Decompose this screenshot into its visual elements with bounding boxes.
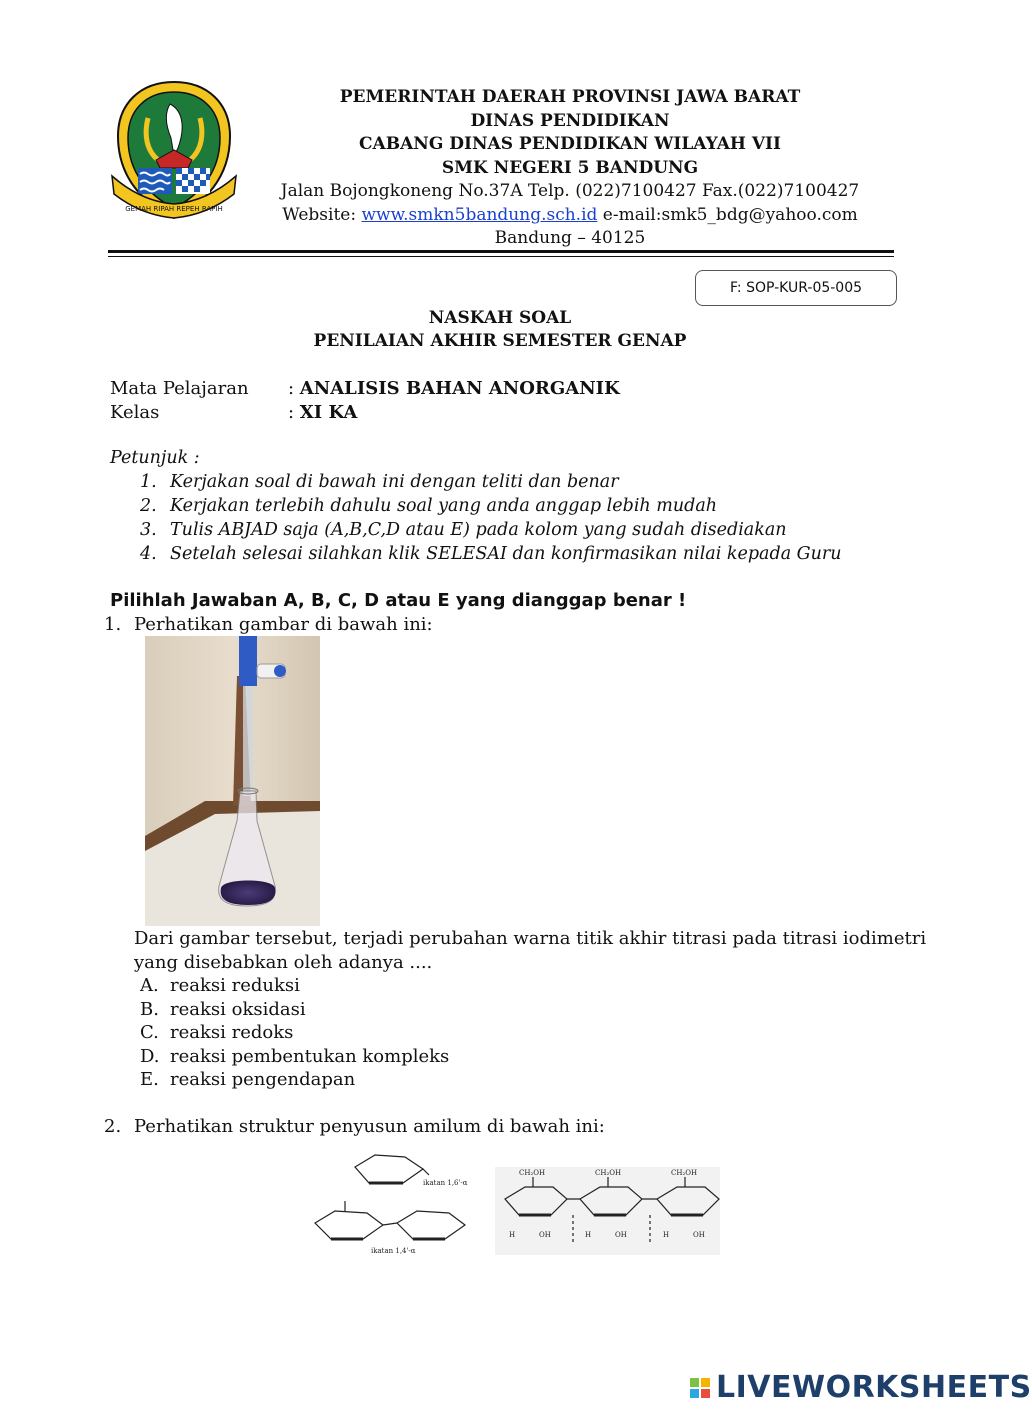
option-letter: E. bbox=[140, 1069, 159, 1090]
class-row bbox=[288, 402, 357, 423]
instruction-number: 1. bbox=[140, 472, 157, 492]
header-school: SMK NEGERI 5 BANDUNG bbox=[441, 157, 699, 178]
logo-motto: GEMAH RIPAH REPEH RAPIH bbox=[125, 205, 223, 213]
header-gov: PEMERINTAH DAERAH PROVINSI JAWA BARAT bbox=[339, 87, 801, 107]
header-dept: DINAS PENDIDIKAN bbox=[470, 110, 670, 131]
header-contact bbox=[270, 204, 870, 228]
question-1-number: 1. bbox=[104, 614, 122, 635]
option-letter: D. bbox=[140, 1046, 160, 1067]
bond-label-16: ikatan 1,6'-α bbox=[423, 1179, 468, 1187]
instruction-item bbox=[140, 520, 787, 540]
option-text: reaksi pembentukan kompleks bbox=[170, 1046, 450, 1067]
option-c[interactable] bbox=[140, 1022, 293, 1043]
header-divider-thick bbox=[108, 250, 894, 253]
website-label: Website: bbox=[282, 204, 362, 225]
instruction-item bbox=[140, 472, 619, 492]
header-address: Jalan Bojongkoneng No.37A Telp. (022)7100427 Fax.(022)7100427 bbox=[280, 181, 860, 201]
svg-text:CH₂OH: CH₂OH bbox=[595, 1169, 622, 1177]
option-d[interactable] bbox=[140, 1046, 449, 1067]
header-branch: CABANG DINAS PENDIDIKAN WILAYAH VII bbox=[359, 134, 781, 154]
question-2-intro-row bbox=[104, 1116, 605, 1137]
class-label: Kelas bbox=[110, 402, 160, 423]
question-2-intro: Perhatikan struktur penyusun amilum di bawah ini: bbox=[134, 1116, 605, 1137]
class-separator: : bbox=[288, 402, 300, 423]
liveworksheets-icon bbox=[690, 1378, 710, 1398]
doc-title: NASKAH SOAL bbox=[428, 308, 572, 328]
svg-text:H: H bbox=[509, 1231, 516, 1239]
form-code-box: F: SOP-KUR-05-005 bbox=[695, 270, 897, 306]
school-logo bbox=[108, 78, 240, 226]
instruction-text: Kerjakan terlebih dahulu soal yang anda anggap lebih mudah bbox=[170, 496, 718, 516]
option-b[interactable] bbox=[140, 999, 306, 1020]
doc-subtitle: PENILAIAN AKHIR SEMESTER GENAP bbox=[313, 331, 687, 351]
subject-row bbox=[288, 378, 620, 399]
instruction-item bbox=[140, 544, 842, 564]
liveworksheets-text: LIVEWORKSHEETS bbox=[716, 1370, 1032, 1405]
instruction-item bbox=[140, 496, 717, 516]
instruction-number: 2. bbox=[140, 496, 157, 516]
header-city: Bandung – 40125 bbox=[494, 228, 646, 248]
instruction-number: 4. bbox=[140, 544, 157, 564]
question-2-number: 2. bbox=[104, 1116, 122, 1137]
option-letter: C. bbox=[140, 1022, 159, 1043]
option-text: reaksi reduksi bbox=[170, 975, 300, 996]
website-link[interactable]: www.smkn5bandung.sch.id bbox=[361, 204, 598, 225]
class-value: XI KA bbox=[299, 402, 358, 423]
amylum-structure-figure bbox=[305, 1145, 725, 1267]
question-1-intro: Perhatikan gambar di bawah ini: bbox=[134, 614, 433, 635]
instruction-text: Tulis ABJAD saja (A,B,C,D atau E) pada kolom yang sudah disediakan bbox=[170, 520, 787, 540]
svg-text:OH: OH bbox=[615, 1231, 627, 1239]
titration-photo bbox=[145, 636, 320, 926]
answer-prompt: Pilihlah Jawaban A, B, C, D atau E yang dianggap benar ! bbox=[110, 590, 687, 611]
option-text: reaksi oksidasi bbox=[170, 999, 306, 1020]
question-1-stem-line2: yang disebabkan oleh adanya .... bbox=[134, 952, 433, 973]
svg-text:H: H bbox=[585, 1231, 592, 1239]
instruction-text: Setelah selesai silahkan klik SELESAI dan konfirmasikan nilai kepada Guru bbox=[170, 544, 842, 564]
bond-label-14: ikatan 1,4'-α bbox=[371, 1247, 416, 1255]
liveworksheets-logo bbox=[690, 1370, 1032, 1405]
instruction-text: Kerjakan soal di bawah ini dengan teliti dan benar bbox=[170, 472, 619, 492]
question-1-stem-line1: Dari gambar tersebut, terjadi perubahan warna titik akhir titrasi pada titrasi iodimetri bbox=[134, 928, 927, 949]
svg-text:OH: OH bbox=[693, 1231, 705, 1239]
option-letter: B. bbox=[140, 999, 159, 1020]
subject-separator: : bbox=[288, 378, 300, 399]
instruction-number: 3. bbox=[140, 520, 157, 540]
instructions-heading: Petunjuk : bbox=[110, 448, 200, 468]
option-a[interactable] bbox=[140, 975, 300, 996]
svg-text:CH₂OH: CH₂OH bbox=[519, 1169, 546, 1177]
email-text: e-mail:smk5_bdg@yahoo.com bbox=[597, 204, 858, 225]
option-e[interactable] bbox=[140, 1069, 355, 1090]
subject-label: Mata Pelajaran bbox=[110, 378, 249, 399]
header-block bbox=[270, 86, 870, 251]
option-text: reaksi redoks bbox=[170, 1022, 294, 1043]
question-1-intro-row bbox=[104, 614, 433, 635]
subject-value: ANALISIS BAHAN ANORGANIK bbox=[299, 378, 620, 399]
header-divider-thin bbox=[108, 256, 894, 257]
svg-text:OH: OH bbox=[539, 1231, 551, 1239]
option-text: reaksi pengendapan bbox=[170, 1069, 356, 1090]
svg-text:H: H bbox=[663, 1231, 670, 1239]
svg-text:CH₂OH: CH₂OH bbox=[671, 1169, 698, 1177]
option-letter: A. bbox=[140, 975, 159, 996]
